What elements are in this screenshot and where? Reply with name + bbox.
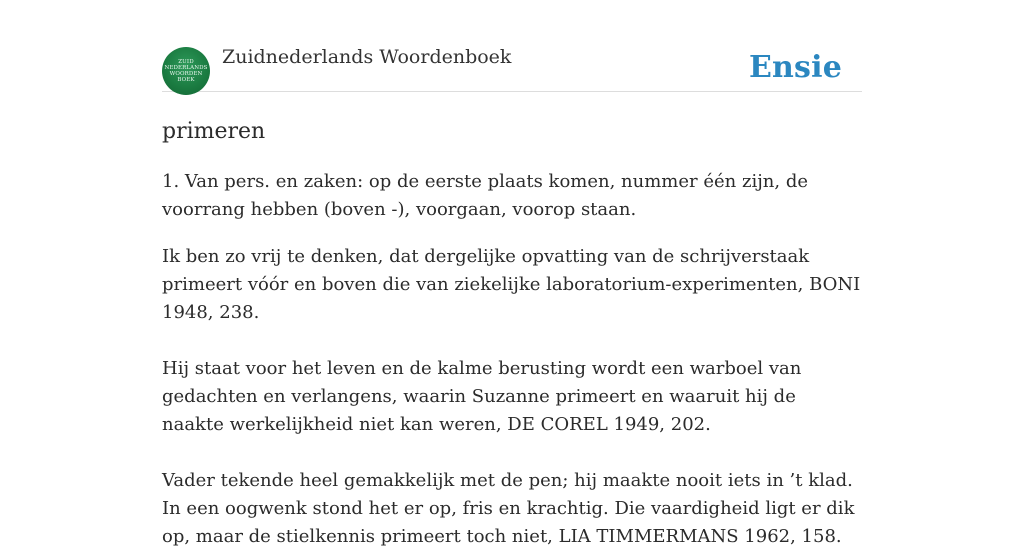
logo-line: BOEK [177, 77, 195, 83]
headword: primeren [162, 119, 266, 144]
definition: 1. Van pers. en zaken: op de eerste plaats komen, nummer één zijn, de voorrang hebben (boven -), voorgaan, voorop staan. [162, 171, 808, 220]
logo-line: NEDERLANDS [164, 65, 208, 71]
ensie-logo[interactable]: Ensie [748, 50, 842, 85]
source-title[interactable]: Zuidnederlands Woordenboek [222, 46, 512, 68]
header [162, 0, 862, 92]
entry-card [162, 0, 862, 551]
example-quote: Hij staat voor het leven en de kalme berusting wordt een warboel van gedachten en verlangens, waarin Suzanne primeert en waaruit hij de naakte werkelijkheid niet kan weren, DE COREL 1949, 202. [162, 358, 802, 435]
logo-line: WOORDEN [169, 71, 203, 77]
example-quote: Ik ben zo vrij te denken, dat dergelijke opvatting van de schrijverstaak primeert vóór en boven die van ziekelijke laboratorium-experimenten, BONI 1948, 238. [162, 246, 861, 323]
example-quote: Vader tekende heel gemakkelijk met de pen; hij maakte nooit iets in ’t klad. In een oogwenk stond het er op, fris en krachtig. Die vaardigheid ligt er dik op, maar de stielkennis primeert toch niet, LIA TIMMERMANS 1962, 158. [162, 470, 855, 547]
dictionary-logo[interactable] [162, 47, 210, 95]
logo-line: ZUID [178, 59, 194, 65]
